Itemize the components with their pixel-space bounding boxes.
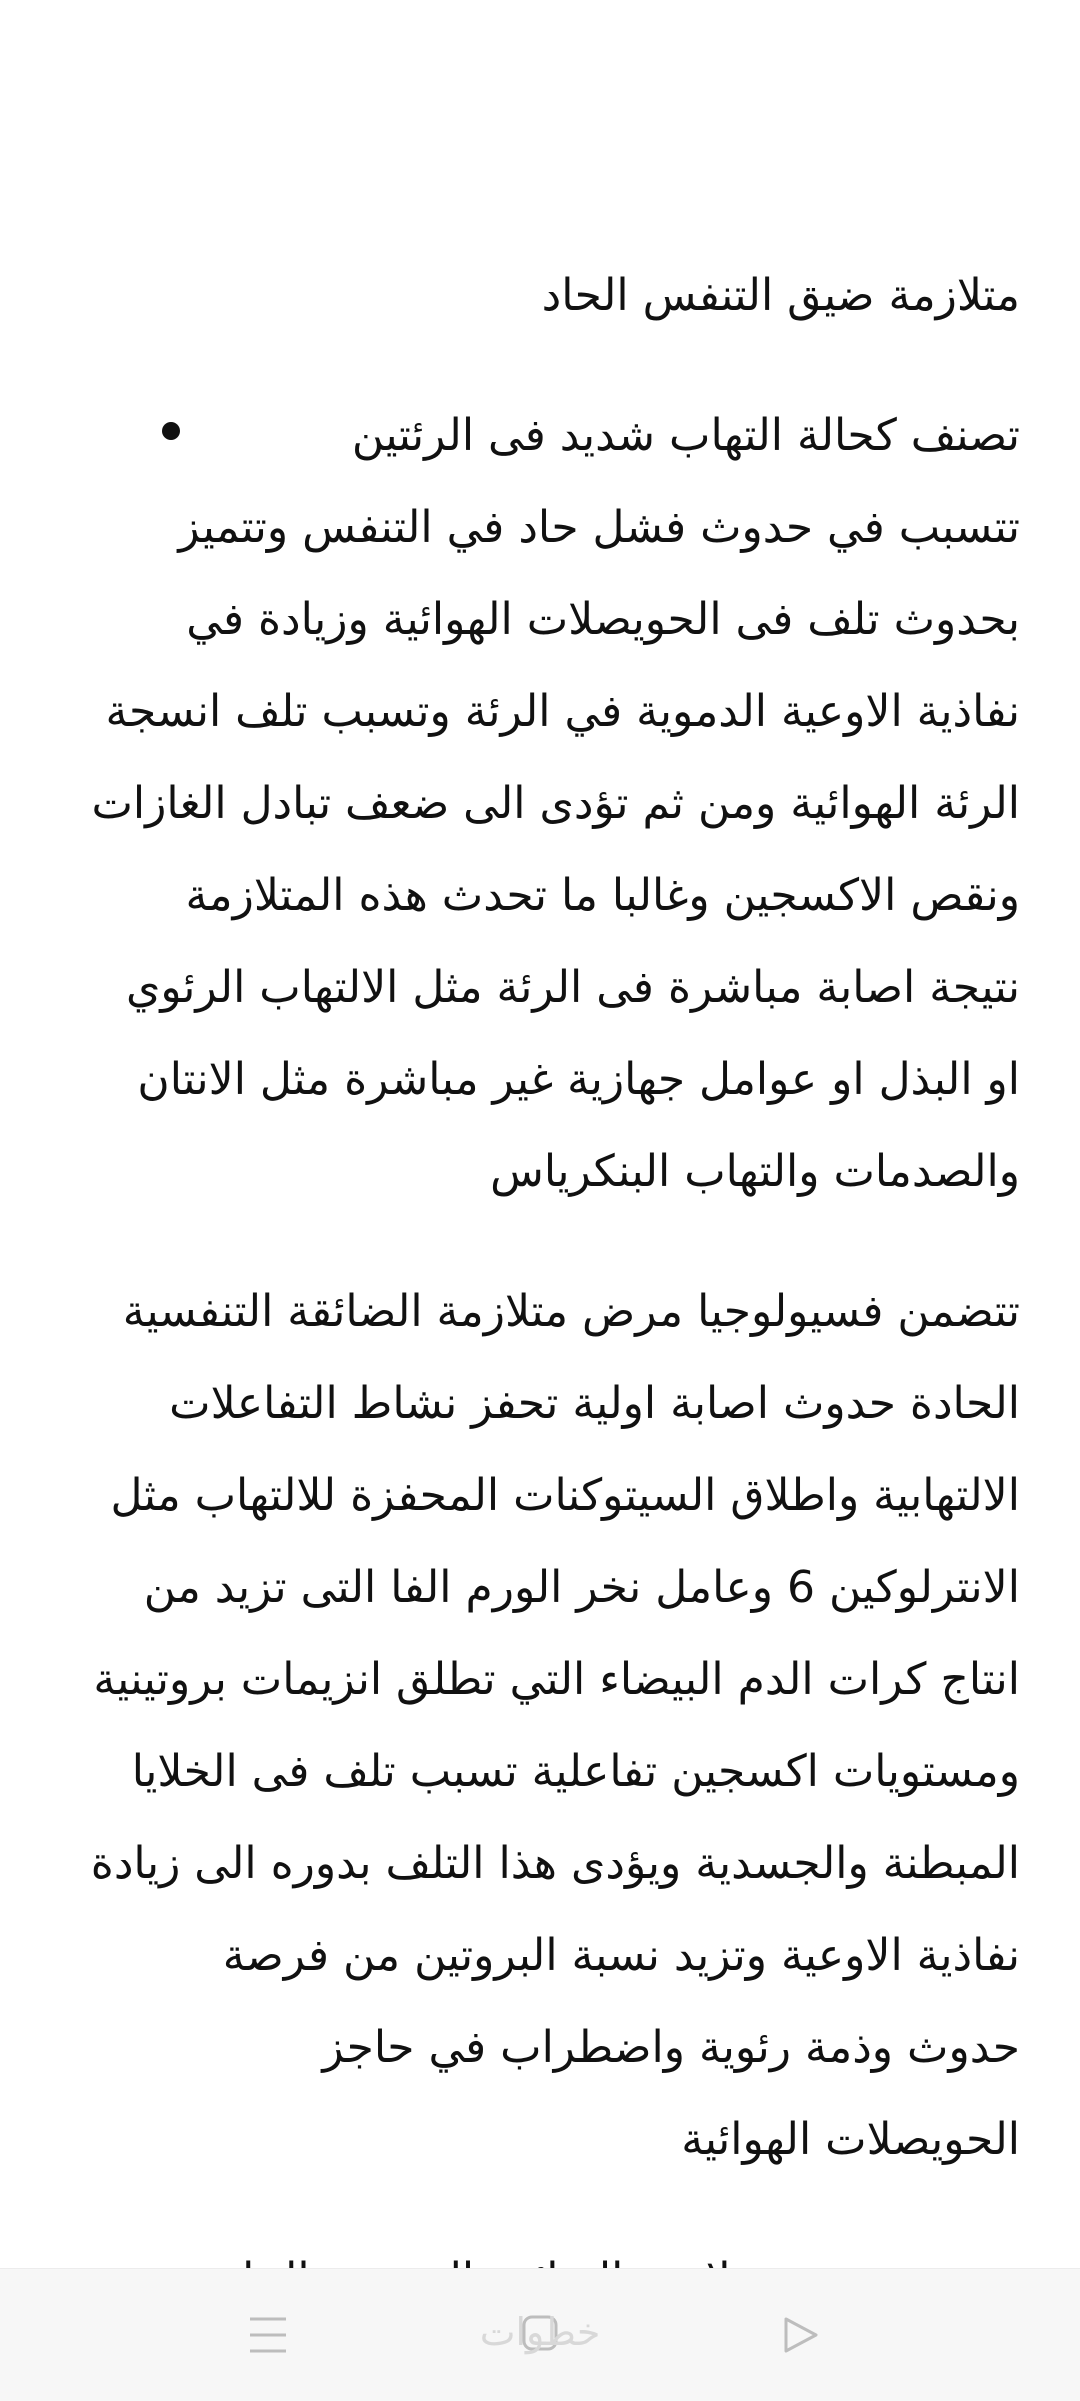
paragraph-line: ونقص الاكسجين وغالبا ما تحدث هذه المتلازمة — [185, 870, 1020, 921]
triangle-back-icon — [760, 2299, 840, 2371]
recents-button[interactable] — [228, 2299, 308, 2371]
paragraph-line: تتضمن فسيولوجيا مرض متلازمة الضائقة التنفسية — [122, 1286, 1020, 1337]
back-button[interactable] — [760, 2299, 840, 2371]
paragraph-line: الحادة حدوث اصابة اولية تحفز نشاط التفاعلات — [169, 1378, 1020, 1429]
paragraph-line: ومستويات اكسجين تفاعلية تسبب تلف فى الخلايا — [131, 1746, 1020, 1797]
menu-lines-icon — [228, 2299, 308, 2371]
paragraph-line: الرئة الهوائية ومن ثم تؤدى الى ضعف تبادل الغازات — [91, 778, 1020, 829]
paragraph-line: حدوث وذمة رئوية واضطراب في حاجز — [322, 2022, 1020, 2073]
watermark-logo: خطوات — [479, 2310, 601, 2354]
paragraph-line: نفاذية الاوعية الدموية في الرئة وتسبب تلف انسجة — [105, 686, 1020, 737]
paragraph-line: الانترلوكين 6 وعامل نخر الورم الفا التى تزيد من — [143, 1562, 1020, 1613]
paragraph-line: المبطنة والجسدية ويؤدى هذا التلف بدوره الى زيادة — [90, 1838, 1020, 1889]
paragraph-line: نتيجة اصابة مباشرة فى الرئة مثل الالتهاب الرئوي — [125, 962, 1020, 1013]
paragraph-line: الالتهابية واطلاق السيتوكنات المحفزة للالتهاب مثل — [110, 1470, 1020, 1521]
paragraph-line: والصدمات والتهاب البنكرياس — [490, 1146, 1020, 1197]
paragraph-line: الحويصلات الهوائية — [681, 2114, 1020, 2165]
paragraph-line: نفاذية الاوعية وتزيد نسبة البروتين من فرصة — [222, 1930, 1020, 1981]
bullet-line: تصنف كحالة التهاب شديد فى الرئتين — [351, 410, 1020, 461]
paragraph-line: تتسبب في حدوث فشل حاد في التنفس وتتميز — [178, 502, 1020, 553]
paragraph-line: بحدوث تلف فى الحويصلات الهوائية وزيادة في — [186, 594, 1020, 645]
article-heading: متلازمة ضيق التنفس الحاد — [541, 270, 1020, 321]
paragraph-line: انتاج كرات الدم البيضاء التي تطلق انزيمات بروتينية — [93, 1654, 1020, 1705]
bullet-point-icon — [162, 422, 180, 440]
paragraph-line: او البذل او عوامل جهازية غير مباشرة مثل الانتان — [137, 1054, 1020, 1105]
